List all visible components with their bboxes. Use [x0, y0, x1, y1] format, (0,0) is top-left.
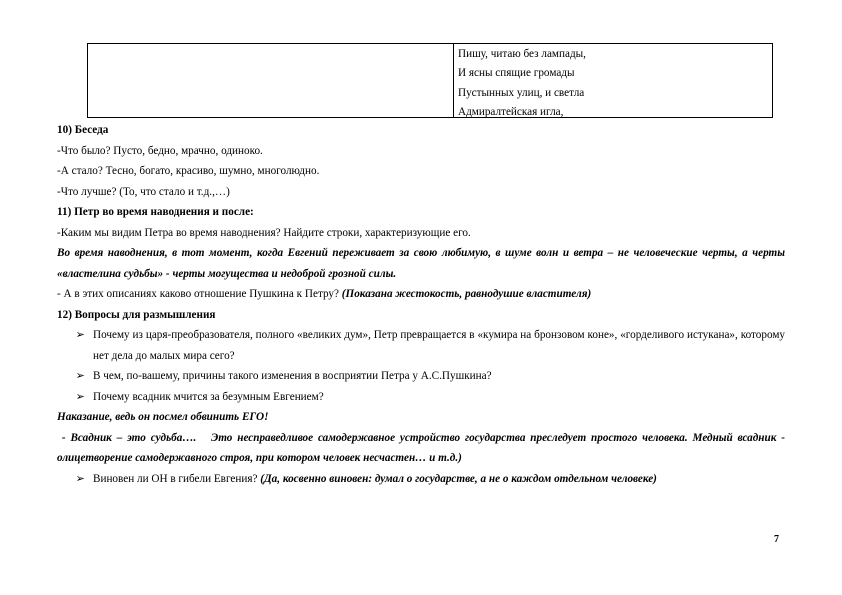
section-12-heading: 12) Вопросы для размышления	[57, 308, 216, 321]
section-11-question: -Каким мы видим Петра во время наводнения? Найдите строки, характеризующие его.	[57, 226, 471, 239]
question-text: Виновен ли ОН в гибели Евгения?	[93, 472, 261, 485]
section-11-answer: Во время наводнения, в тот момент, когда Евгений переживает за свою любимую, в шуме волн и ветра – не человеческие черты, а черты «властелина судьбы» - черты могущества и недоброй грозной силы.	[57, 247, 785, 280]
dialog-line: -Что было? Пусто, бедно, мрачно, одиноко.	[57, 144, 263, 157]
list-item	[57, 469, 785, 490]
question-text: - А в этих описаниях каково отношение Пушкина к Петру?	[57, 288, 342, 300]
section-11-question-2	[57, 284, 785, 305]
dialog-line: -А стало? Тесно, богато, красиво, шумно, многолюдно.	[57, 165, 320, 177]
list-item-text	[93, 469, 785, 490]
question-answer: (Да, косвенно виновен: думал о государстве, а не о каждом отдельном человеке)	[260, 472, 657, 485]
list-item-text: Почему всадник мчится за безумным Евгением?	[93, 390, 324, 403]
poem-line: И ясны спящие громады	[458, 67, 575, 80]
arrow-bullet-icon: ➢	[75, 472, 85, 485]
poem-line: Пишу, читаю без лампады,	[458, 48, 586, 60]
question-answer: (Показана жестокость, равнодушие властителя)	[341, 288, 592, 300]
arrow-bullet-icon: ➢	[75, 370, 85, 382]
list-item-text: В чем, по-вашему, причины такого изменения в восприятии Петра у А.С.Пушкина?	[93, 370, 492, 382]
page-number: 7	[774, 534, 779, 545]
dialog-line: -Что лучше? (То, что стало и т.д.,…)	[57, 185, 230, 198]
list-item	[57, 366, 785, 387]
list-item	[57, 325, 785, 366]
table-empty-cell	[88, 44, 454, 117]
section-10-heading: 10) Беседа	[57, 124, 109, 136]
answer-fate: - Всадник – это судьба…. Это несправедливое самодержавное устройство государства преследует простого человека. Медный всадник - олицетворение самодержавного строя, при котором человек несчастен… и т.д.)	[57, 431, 788, 464]
poem-line: Адмиралтейская игла,	[458, 106, 564, 119]
table-poem-cell	[454, 44, 772, 117]
list-item-text: Почему из царя-преобразователя, полного «великих дум», Петр превращается в «кумира на бронзовом коне», «горделивого истукана», которому нет дела до малых мира сего?	[93, 329, 785, 362]
poem-table	[87, 43, 773, 118]
poem-line: Пустынных улиц, и светла	[458, 86, 585, 99]
arrow-bullet-icon: ➢	[75, 329, 85, 341]
document-body	[57, 120, 788, 489]
answer-punishment: Наказание, ведь он посмел обвинить ЕГО!	[57, 411, 269, 423]
section-11-heading: 11) Петр во время наводнения и после:	[57, 206, 254, 218]
arrow-bullet-icon: ➢	[75, 390, 85, 403]
list-item	[57, 387, 785, 408]
